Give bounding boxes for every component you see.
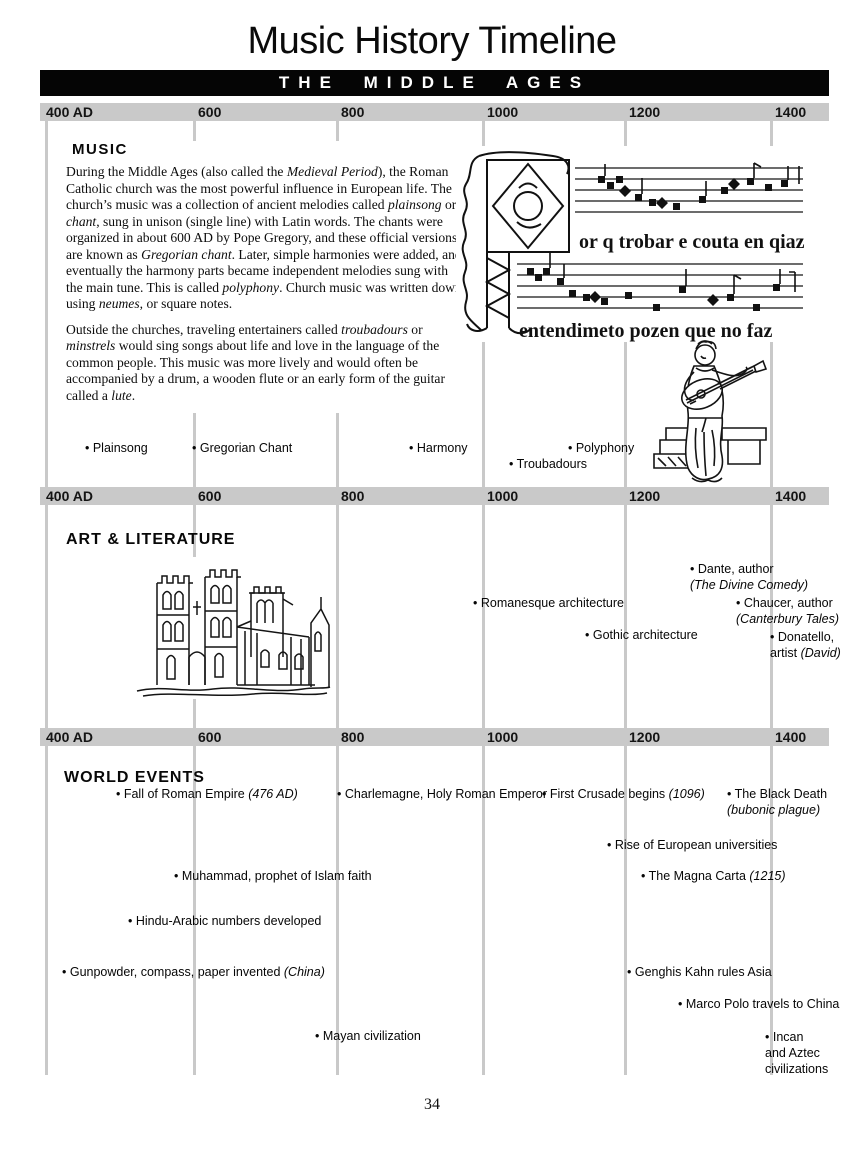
timeline-label: 400 AD [46, 488, 93, 504]
event-hindu-arabic: • Hindu-Arabic numbers developed [128, 914, 322, 928]
event-donatello: • Donatello, artist (David) [770, 630, 841, 660]
event-marco-polo: • Marco Polo travels to China [678, 997, 840, 1011]
illuminated-initial [463, 152, 569, 333]
event-gothic: • Gothic architecture [585, 628, 698, 642]
note-stems-lower [550, 252, 795, 294]
timeline-label: 400 AD [46, 729, 93, 745]
timeline-gridline [624, 505, 627, 728]
event-harmony: • Harmony [409, 441, 468, 455]
timeline-gridline [45, 505, 48, 728]
event-first-crusade: • First Crusade begins (1096) [542, 787, 705, 801]
timeline-label: 600 [198, 729, 222, 745]
art-literature-heading: ART & LITERATURE [66, 531, 236, 548]
event-magna-carta: • The Magna Carta (1215) [641, 869, 786, 883]
timeline-bar-music [40, 103, 829, 121]
era-banner-label: THE MIDDLE AGES [278, 73, 591, 92]
event-universities: • Rise of European universities [607, 838, 778, 852]
event-mayan: • Mayan civilization [315, 1029, 421, 1043]
event-gunpowder: • Gunpowder, compass, paper invented (China) [62, 965, 325, 979]
event-romanesque: • Romanesque architecture [473, 596, 624, 610]
music-section [66, 141, 468, 413]
page-title: Music History Timeline [247, 20, 617, 62]
event-plainsong: • Plainsong [85, 441, 148, 455]
music-paragraph-2: Outside the churches, traveling entertainers called troubadours or minstrels would sing songs about life and love in the language of the common people. This music was more lively and would often be accompanied by a drum, a wooden flute or an early form of the guitar called a lute. [66, 321, 445, 403]
event-gregorian-chant: • Gregorian Chant [192, 441, 293, 455]
event-polyphony: • Polyphony [568, 441, 635, 455]
event-chaucer: • Chaucer, author (Canterbury Tales) [736, 596, 840, 626]
event-troubadours: • Troubadours [509, 457, 588, 471]
timeline-label: 1400 [775, 104, 807, 120]
timeline-label: 1200 [629, 104, 661, 120]
music-paragraph-1: During the Middle Ages (also called the Medieval Period), the Roman Catholic church was the most powerful influence in European life. The church’s music was a collection of ancient melodies called plainsong or chant, sung in unison (single line) with Latin words. The chants were organized in about 600 AD by Pope Gregory, and these official versions are known as Gregorian chant. Later, simple harmonies were added, and eventually the harmony parts became independent melodies sung with the main tune. This is called polyphony. Church music was written down using neumes, or square notes. [66, 164, 462, 311]
event-charlemagne: • Charlemagne, Holy Roman Emperor [337, 787, 548, 801]
timeline-label: 1000 [487, 104, 519, 120]
timeline-label: 600 [198, 104, 222, 120]
timeline-label: 1200 [629, 488, 661, 504]
manuscript-text-lower: entendimeto pozen que no faz [519, 320, 773, 342]
manuscript-text-upper: or q trobar e couta en qiaz [579, 231, 805, 253]
event-incan-aztec: • Incan and Aztec civilizations [765, 1030, 829, 1076]
timeline-label: 400 AD [46, 104, 93, 120]
timeline-label: 1400 [775, 488, 807, 504]
timeline-gridline [45, 121, 48, 487]
timeline-label: 1200 [629, 729, 661, 745]
world-events-heading: WORLD EVENTS [64, 769, 205, 786]
timeline-label: 800 [341, 729, 365, 745]
timeline-label: 600 [198, 488, 222, 504]
event-fall-of-rome: • Fall of Roman Empire (476 AD) [116, 787, 298, 801]
timeline-gridline [45, 746, 48, 1075]
cathedral-illustration [133, 557, 333, 699]
music-heading: MUSIC [72, 141, 128, 158]
timeline-gridline [482, 505, 485, 728]
era-banner [40, 70, 829, 96]
illuminated-manuscript-illustration [456, 146, 806, 342]
timeline-bar-world [40, 728, 829, 746]
timeline-gridline [336, 505, 339, 728]
timeline-bar-art [40, 487, 829, 505]
event-black-death: • The Black Death (bubonic plague) [727, 787, 828, 817]
timeline-label: 800 [341, 104, 365, 120]
event-muhammad: • Muhammad, prophet of Islam faith [174, 869, 372, 883]
event-dante: • Dante, author (The Divine Comedy) [690, 562, 809, 592]
timeline-label: 1400 [775, 729, 807, 745]
timeline-label: 1000 [487, 488, 519, 504]
event-genghis: • Genghis Kahn rules Asia [627, 965, 772, 979]
page-number: 34 [424, 1096, 440, 1113]
troubadour-illustration [648, 336, 770, 486]
timeline-label: 1000 [487, 729, 519, 745]
neume-notes-upper [598, 176, 788, 210]
timeline-label: 800 [341, 488, 365, 504]
